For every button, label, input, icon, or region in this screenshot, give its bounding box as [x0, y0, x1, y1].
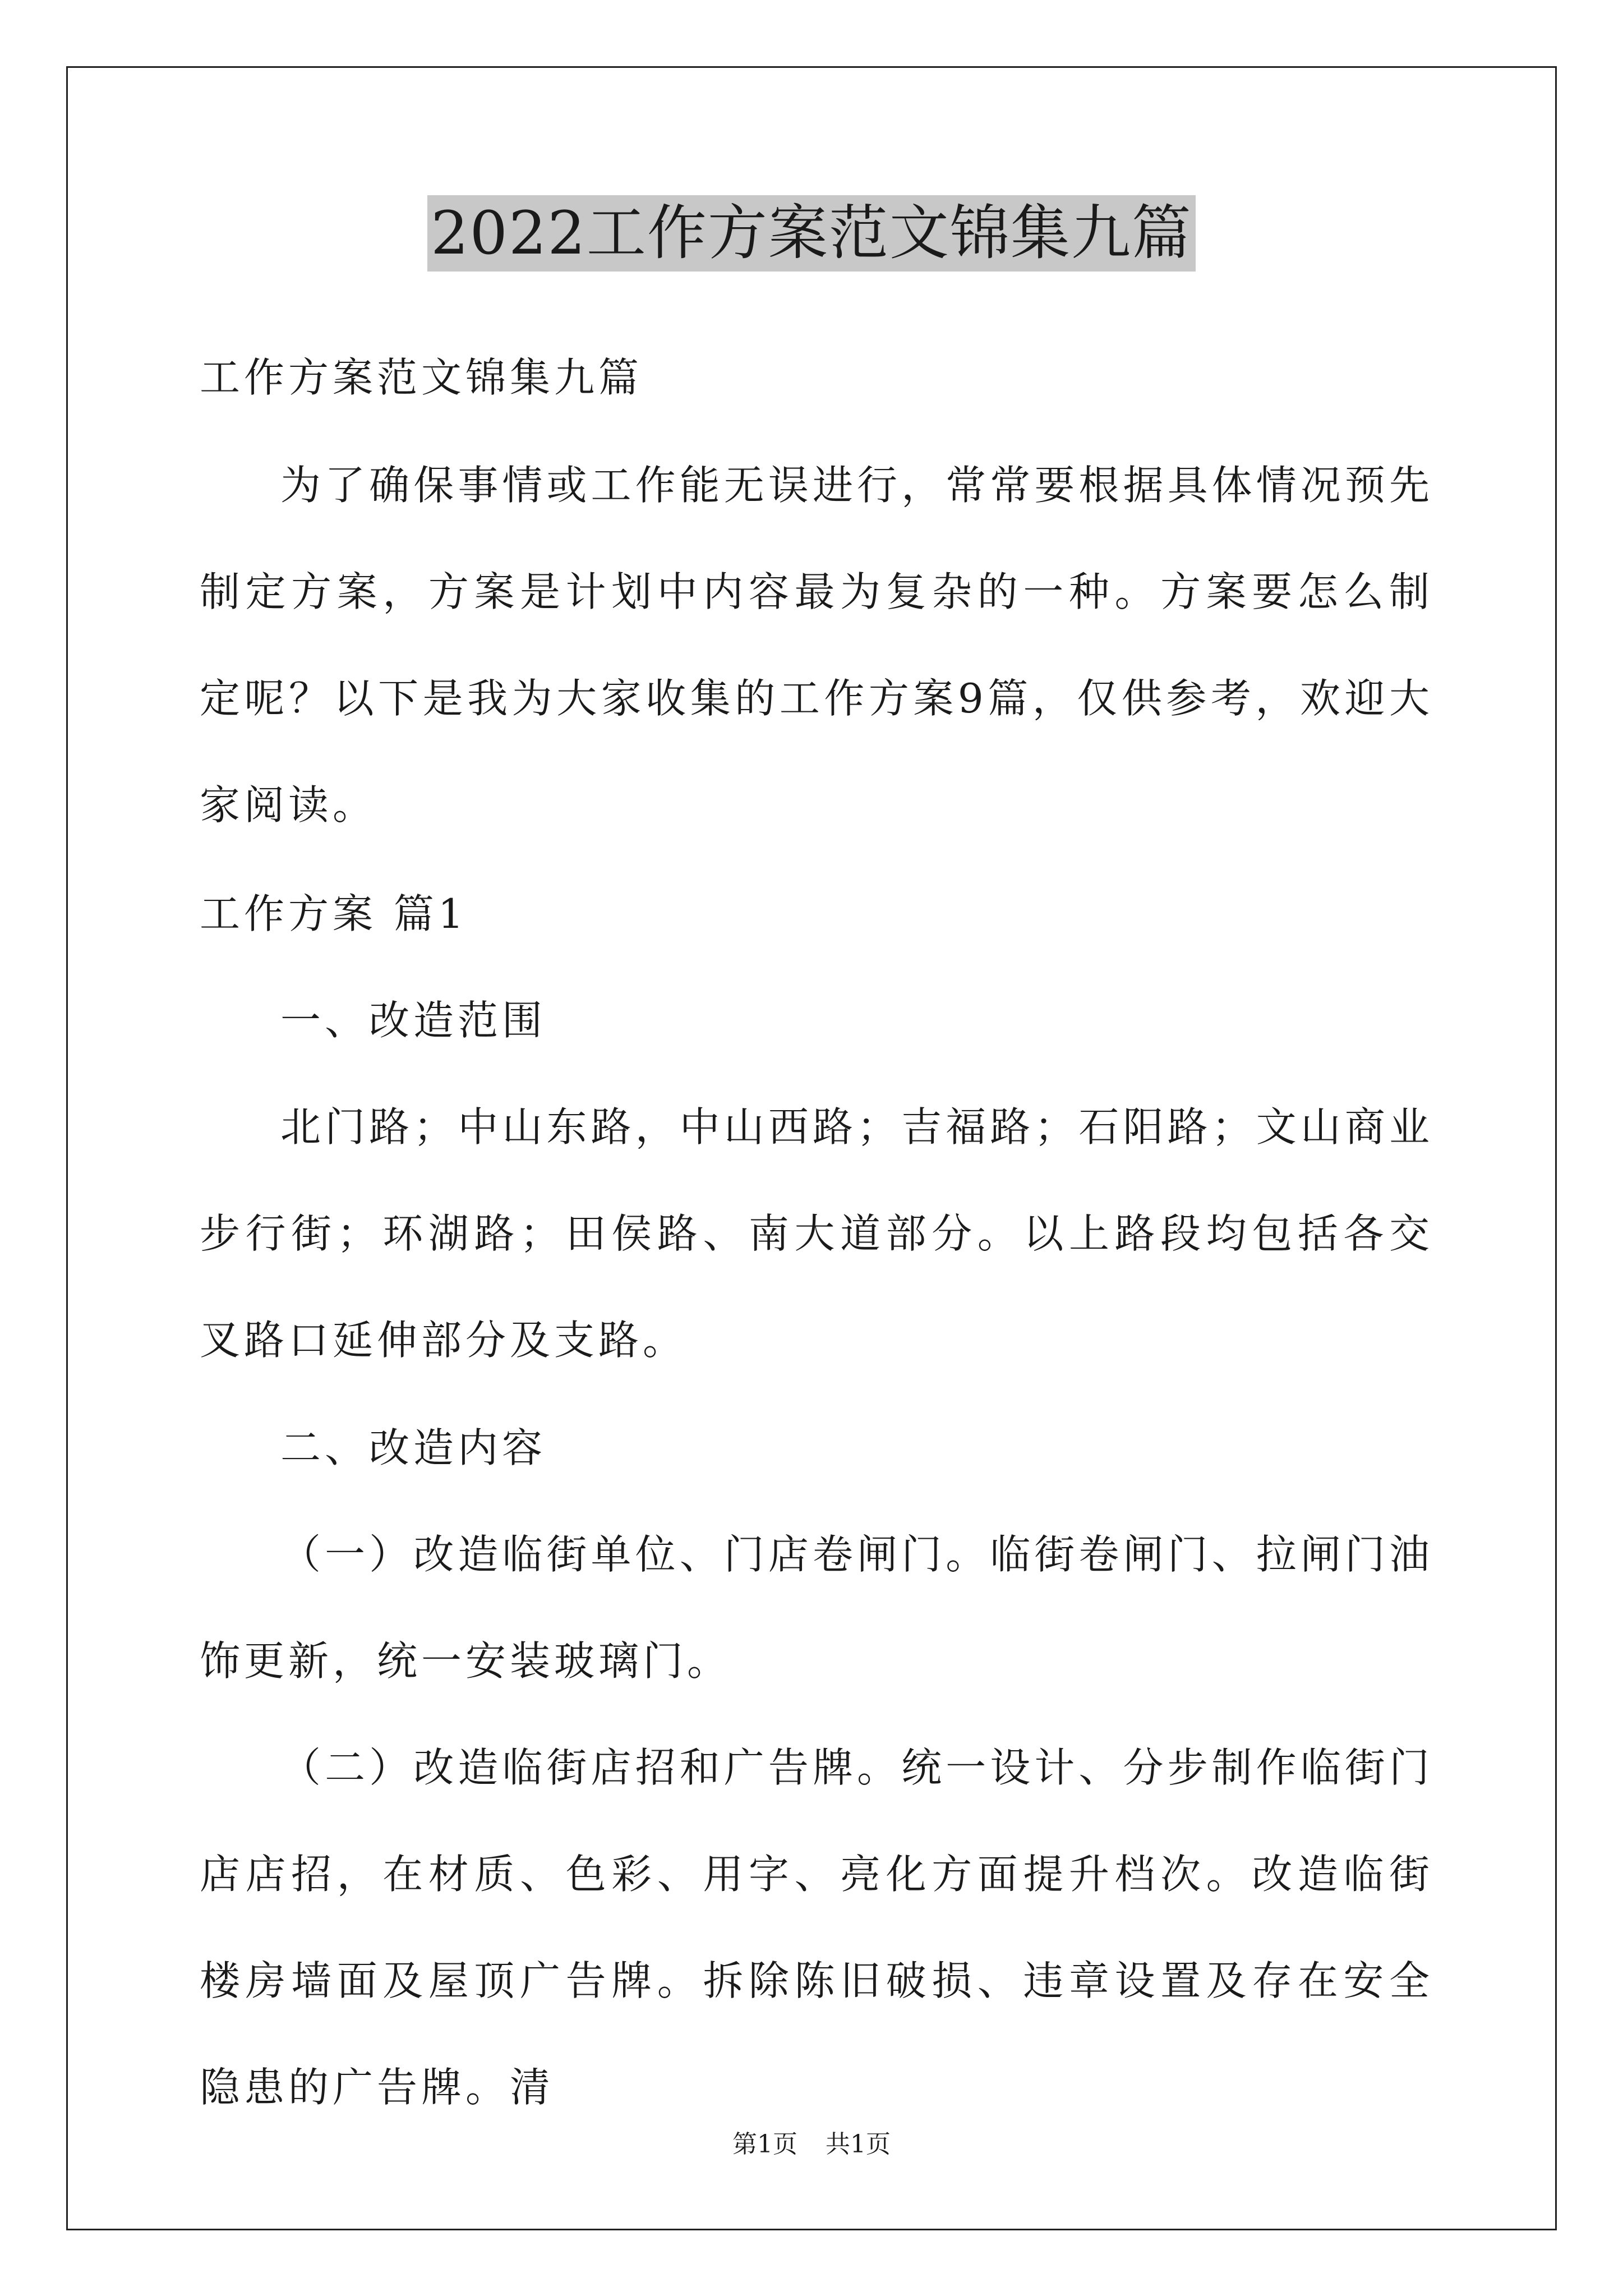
heading-scope: 一、改造范围: [280, 997, 547, 1044]
document-title: 2022工作方案范文锦集九篇: [427, 195, 1196, 272]
paragraph-scope: 北门路；中山东路，中山西路；吉福路；石阳路；文山商业步行街；环湖路；田侯路、南大道部分。以上路段均包括各交叉路口延伸部分及支路。: [200, 1103, 1433, 1364]
document-subtitle: 工作方案范文锦集九篇: [200, 354, 643, 401]
page-total: 共1页: [826, 2130, 891, 2159]
section-heading: 工作方案 篇1: [200, 890, 468, 937]
title-wrap: [0, 195, 1623, 272]
intro-paragraph: 为了确保事情或工作能无误进行，常常要根据具体情况预先制定方案，方案是计划中内容最为复杂的一种。方案要怎么制定呢？以下是我为大家收集的工作方案9篇，仅供参考，欢迎大家阅读。: [200, 462, 1433, 829]
heading-content: 二、改造内容: [280, 1424, 547, 1471]
paragraph-item-2: （二）改造临街店招和广告牌。统一设计、分步制作临街门店店招，在材质、色彩、用字、亮化方面提升档次。改造临街楼房墙面及屋顶广告牌。拆除陈旧破损、违章设置及存在安全隐患的广告牌。清: [200, 1744, 1433, 2111]
page-footer: [0, 2128, 1623, 2161]
page-number: 第1页: [732, 2130, 797, 2159]
paragraph-item-1: （一）改造临街单位、门店卷闸门。临街卷闸门、拉闸门油饰更新，统一安装玻璃门。: [200, 1531, 1433, 1685]
